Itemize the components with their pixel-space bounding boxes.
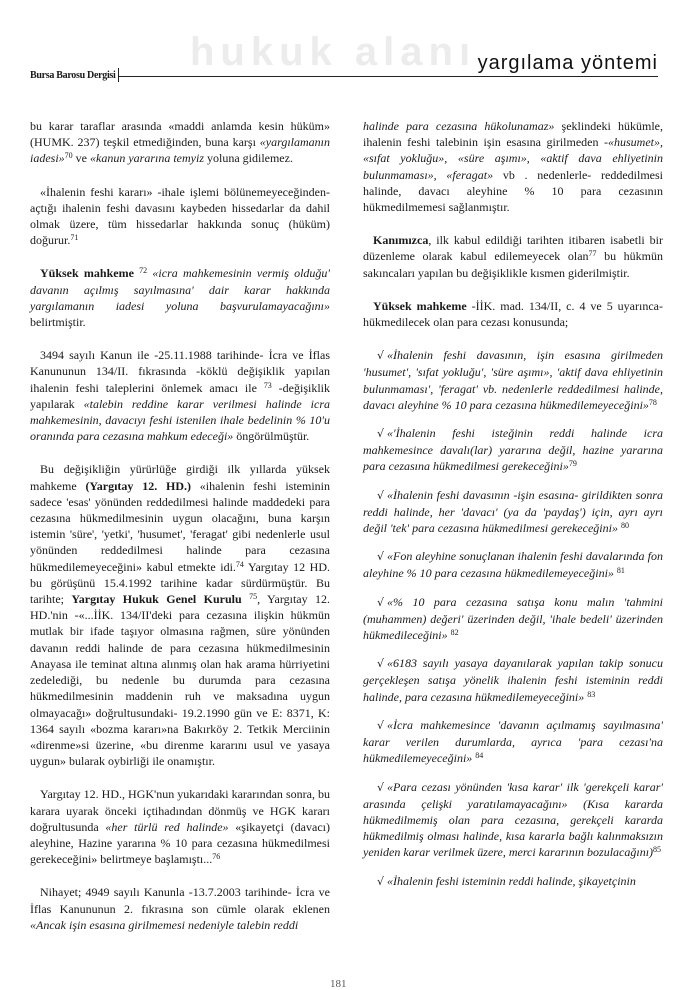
section-title: yargılama yöntemi <box>477 52 658 74</box>
list-item: √ «'İhalenin feshi isteğinin reddi halinde icra mahkemesince davalı(lar) yararına değil, hazine yararına para cezasına hükmedilmesi gerekeceğini»$^{79}$ <box>363 426 663 474</box>
list-item: √ «İhalenin feshi isteminin reddi halinde, şikayetçinin <box>377 873 636 888</box>
page-number: 181 <box>330 978 347 990</box>
paragraph: halinde para cezasına hükolunamaz» şeklindeki hükümle, ihalenin feshi talebinin işin esasına girilmeden -«husumet», «sıfat yokluğu», «süre aşımı», «aktif dava ehliyetinin bulunmaması», «feragat» vb . nedenlerle- reddedilmesi halinde, davacı aleyhine % 10 para cezasının hükmedilmemesi sağlanmıştır. <box>363 119 663 215</box>
paragraph: Nihayet; 4949 sayılı Kanunla -13.7.2003 tarihinde- İcra ve İflas Kanununun 2. fıkrasına son cümle olarak eklenen «Ancak işin esasına girilmemesi nedeniyle talebin reddi <box>30 885 330 932</box>
left-column <box>30 118 330 950</box>
paragraph: 3494 sayılı Kanun ile -25.11.1988 tarihinde- İcra ve İflas Kanununun 134/II. fıkrasında -köklü değişiklik yapılan ihalenin feshi taleplerini önlemek amacı ile $^{73}$ -değişiklik yapılarak «talebin reddine karar verilmesi halinde icra mahkemesinin, davacıyı feshi istenilen ihale bedelinin % 10'u oranında para cezasına mahkum edeceği» öngörülmüştür. <box>30 348 330 444</box>
list-item: √ «6183 sayılı yasaya dayanılarak yapılan takip sonucu gerçekleşen satışa yönelik ihalenin feshi isteminin reddi halinde, para cezasına hükmedilemeyeceğini» $^{83}$ <box>363 656 663 704</box>
list-item: √ «Para cezası yönünden 'kısa karar' ilk 'gerekçeli karar' arasında çelişki yaratılamayacağını» (Kısa kararda hükmedilmemiş olan para cezasına, gerekçeli kararda hükmedilmiş olması halinde, kısa kararla bağlı kalınmaksızın yeniden karar verilmek üzere, merci kararının bozulacağını)$^{85}$ <box>363 779 663 860</box>
check-icon: √ <box>377 595 385 609</box>
list-item: √ «Fon aleyhine sonuçlanan ihalenin feshi davalarında fon aleyhine % 10 para cezasına hükmedilemeyeceğini» $^{81}$ <box>363 549 663 581</box>
paragraph: Kanımızca, ilk kabul edildiği tarihten itibaren isabetli bir düzenleme olarak kabul edilemeyecek olan$^{77}$ bu hükmün sakıncaları yapılan bu değişiklikle kısmen giderilmiştir. <box>363 233 663 280</box>
list-item: √ «İcra mahkemesince 'davanın açılmamış sayılmasına' karar verilen durumlarda, ayrıca 'para cezası'na hükmedilemeyeceğini» $^{84}$ <box>363 717 663 766</box>
check-icon: √ <box>377 427 385 441</box>
check-icon: √ <box>377 874 385 888</box>
paragraph: Bu değişikliğin yürürlüğe girdiği ilk yıllarda yüksek mahkeme (Yargıtay 12. HD.) «ihalenin feshi isteminin sadece 'esas' yönünden reddedilmesi halinde maddedeki para cezasına hükmedilmesinin uygun olacağını, buna karşın istemin 'süre', 'yetki', 'husumet', 'feragat' gibi nedenlerle usul yönünden reddedilmesi halinde para cezasına hükmedilemeyeceğini» kabul etmekte idi.$^{74}$ Yargıtay 12 HD. bu görüşünü 15.4.1992 tarihine kadar sürdürmüştür. Bu tarihte; Yargıtay Hukuk Genel Kurulu $^{75}$, Yargıtay 12. HD.'nin -«...İİK. 134/II'deki para cezasına ilişkin hükmün mutlak bir ifade taşıyor olmasına rağmen, süre yönünden davanın reddi halinde de para cezasına hükmedilmesinin Anayasa ile teminat altına alınmış olan hak arama hürriyetini zedelediği, bu nedenle bu durumda para cezasına hükmedilmesinin maddenin ruh ve maksadına uygun olmayacağı» doğrultusundaki- 19.2.1990 gün ve E: 8371, K: 1364 sayılı «bozma kararı»na Bakırköy 2. Tetkik Merciinin «direnme»si üzerine, «bu direnme kararını usul ve yasaya uygun» bularak oybirliği ile onamıştır. <box>30 462 331 769</box>
paragraph: «İhalenin feshi kararı» -ihale işlemi bölünemeyeceğinden-açtığı ihalenin feshi davasını kaybeden hissedarlar da dahil olmak üzere, tüm hissedarlar hakkında sonuç (hüküm) doğurur.$^{71}$ <box>30 184 330 248</box>
check-icon: √ <box>377 550 385 564</box>
right-column <box>363 118 663 902</box>
journal-title: Bursa Barosu Dergisi <box>30 70 116 81</box>
header-divider <box>118 68 119 82</box>
header-watermark: hukuk alanı <box>190 30 477 74</box>
paragraph: bu karar taraflar arasında «maddi anlamda kesin hüküm» (HUMK. 237) teşkil etmediğinden, buna karşı «yargılamanın iadesi»$^{70}$ ve «kanun yararına temyiz yoluna gidilemez. <box>30 119 330 166</box>
header-rule <box>118 76 658 77</box>
check-icon: √ <box>377 657 385 671</box>
check-icon: √ <box>377 349 385 363</box>
check-icon: √ <box>377 718 385 732</box>
paragraph: Yargıtay 12. HD., HGK'nun yukarıdaki kararından sonra, bu karara uyarak önceki içtihadından dönmüş ve HGK kararı doğrultusunda «her türlü red halinde» «şikayetçi (davacı) aleyhine, Hazine yararına % 10 para cezasına hükmedilmesi gerekeceğini» belirtmeye başlamıştı...$^{76}$ <box>30 787 330 867</box>
paragraph: Yüksek mahkeme $^{72}$ «icra mahkemesinin vermiş olduğu' davanın açılmış sayılmasına' dair karar hakkında yargılamanın iadesi yoluna başvurulamayacağını» belirtmiştir. <box>30 266 331 330</box>
check-icon: √ <box>377 780 385 794</box>
list-item: √ «İhalenin feshi davasının, işin esasına girilmeden 'husumet', 'sıfat yokluğu', 'süre aşımı», 'aktif dava ehliyetinin bulunmaması', 'feragat' vb. nedenlerle reddedilmesi halinde, davacı aleyhine % 10 para cezasına hükmedilemeyeceğini»$^{78}$ <box>363 348 663 412</box>
check-icon: √ <box>377 488 385 502</box>
list-item: √ «İhalenin feshi davasının -işin esasına- girildikten sonra reddi halinde, her 'davacı' (ya da 'paydaş') için, ayrı ayrı değil 'tek' para cezasına hükmedilmesi gerekeceğini» $^{80}$ <box>363 487 663 536</box>
paragraph: Yüksek mahkeme -İİK. mad. 134/II, c. 4 ve 5 uyarınca- hükmedilecek olan para cezası konusunda; <box>363 298 663 330</box>
list-item: √ «% 10 para cezasına satışa konu malın 'tahmini (muhammen) değeri' üzerinden değil, 'ihale bedeli' üzerinden hükmedileceğini» $^{82}$ <box>363 594 663 643</box>
